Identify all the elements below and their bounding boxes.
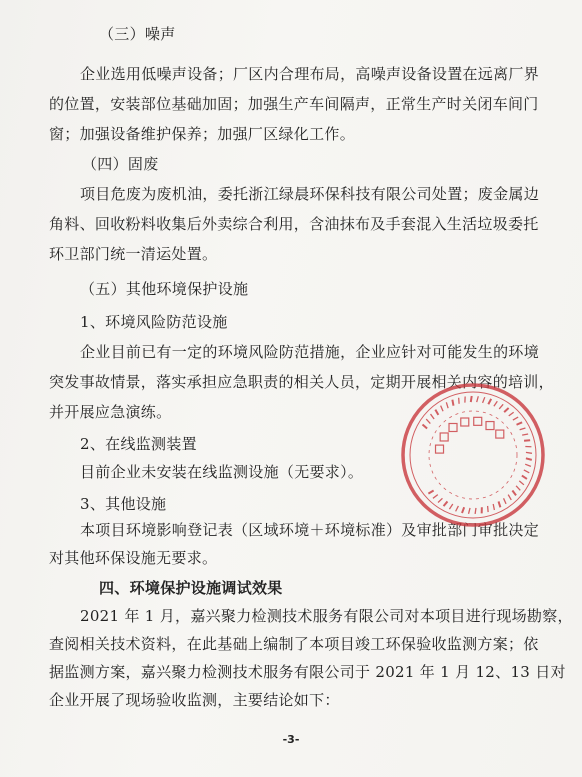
subsection-heading: 3、其他设施	[80, 495, 167, 513]
seal-letter-mark	[526, 452, 532, 453]
seal-letter-mark	[433, 495, 438, 499]
section-heading-noise: （三）噪声	[99, 25, 176, 43]
seal-character-mark	[440, 433, 448, 441]
seal-letter-mark	[522, 434, 528, 435]
seal-letter-mark	[444, 501, 448, 506]
seal-letter-mark	[426, 419, 430, 424]
seal-character-mark	[449, 423, 457, 431]
seal-character-mark	[436, 445, 444, 453]
seal-character-mark	[496, 430, 504, 438]
subsection-heading: 1、环境风险防范设施	[80, 313, 228, 331]
paragraph-line: 并开展应急演练。	[49, 403, 172, 421]
paragraph-line: 环卫部门统一清运处置。	[49, 245, 218, 263]
seal-character-mark	[461, 418, 469, 426]
seal-character-mark	[474, 417, 482, 425]
seal-letter-mark	[526, 458, 532, 460]
paragraph-line: 的位置，安装部位基础加固；加强生产车间隔声，正常生产时关闭车间门	[49, 95, 539, 113]
seal-letter-mark	[525, 464, 531, 466]
seal-letter-mark	[517, 422, 523, 424]
seal-letter-mark	[504, 408, 508, 412]
seal-letter-mark	[477, 396, 479, 402]
paragraph-line: 角料、回收粉料收集后外卖综合利用，含油抹布及手套混入生活垃圾委托	[49, 215, 539, 233]
seal-letter-mark	[499, 404, 503, 409]
seal-character-mark	[486, 422, 494, 430]
paragraph-line: 项目危废为废机油，委托浙江绿晨环保科技有限公司处置；废金属边	[80, 185, 540, 203]
seal-letter-mark	[512, 490, 516, 495]
seal-letter-mark	[469, 508, 471, 514]
company-seal-stamp	[398, 380, 548, 530]
seal-letter-mark	[441, 406, 443, 412]
seal-letter-mark	[499, 501, 501, 507]
seal-letter-mark	[428, 490, 433, 493]
seal-letter-mark	[516, 486, 520, 490]
seal-letter-mark	[488, 399, 491, 404]
seal-illegible-lettering	[423, 396, 532, 514]
paragraph-line: 企业开展了现场验收监测，主要结论如下：	[49, 691, 340, 709]
paragraph-line: 查阅相关技术资料，在此基础上编制了本项目竣工环保验收监测方案；依	[49, 635, 539, 653]
paragraph-line: 据监测方案，嘉兴聚力检测技术服务有限公司于 2021 年 1 月 12、13 日对	[49, 663, 566, 681]
seal-letter-mark	[452, 400, 453, 406]
seal-letter-mark	[513, 417, 518, 420]
seal-letter-mark	[446, 402, 448, 408]
paragraph-line: 企业选用低噪声设备；厂区内合理布局，高噪声设备设置在远离厂界	[80, 65, 540, 83]
paragraph-line: 窗；加强设备维护保养；加强厂区绿化工作。	[49, 125, 356, 143]
subsection-heading: 2、在线监测装置	[80, 435, 197, 453]
paragraph-line: 企业目前已有一定的环境风险防范措施，企业应针对可能发生的环境	[80, 343, 540, 361]
seal-letter-mark	[471, 396, 472, 402]
seal-letter-mark	[431, 414, 435, 419]
seal-letter-mark	[449, 504, 452, 509]
seal-letter-mark	[520, 428, 526, 430]
seal-letter-mark	[438, 498, 442, 502]
page-number: -3-	[282, 733, 300, 746]
section-heading-solid-waste: （四）固废	[82, 155, 159, 173]
seal-letter-mark	[488, 506, 489, 512]
paragraph-line: 突发事故情景，落实承担应急职责的相关人员，定期开展相关内容的培训，	[49, 373, 554, 391]
seal-letter-mark	[508, 495, 511, 500]
seal-letter-mark	[493, 504, 494, 510]
seal-letter-mark	[504, 498, 506, 504]
seal-letter-mark	[483, 397, 485, 403]
section-heading-other-facilities: （五）其他环境保护设施	[80, 280, 249, 298]
seal-letter-mark	[522, 476, 527, 479]
seal-letter-mark	[509, 412, 514, 416]
paragraph-line: 对其他环保设施无要求。	[49, 549, 218, 567]
seal-letter-mark	[435, 410, 438, 415]
seal-letter-mark	[524, 470, 529, 473]
seal-letter-mark	[462, 507, 464, 513]
chapter-heading: 四、环境保护设施调试效果	[99, 579, 283, 597]
seal-letter-mark	[456, 506, 459, 511]
paragraph-line: 2021 年 1 月，嘉兴聚力检测技术服务有限公司对本项目进行现场勘察，	[80, 607, 573, 625]
paragraph-line: 目前企业未安装在线监测设施（无要求）。	[80, 463, 364, 481]
seal-letter-mark	[475, 508, 476, 514]
seal-rings	[403, 385, 543, 525]
seal-letter-mark	[494, 401, 497, 406]
seal-letter-mark	[423, 424, 428, 428]
seal-letter-mark	[519, 481, 524, 485]
paragraph-line: 本项目环境影响登记表（区域环境＋环境标准）及审批部门审批决定	[80, 521, 540, 539]
